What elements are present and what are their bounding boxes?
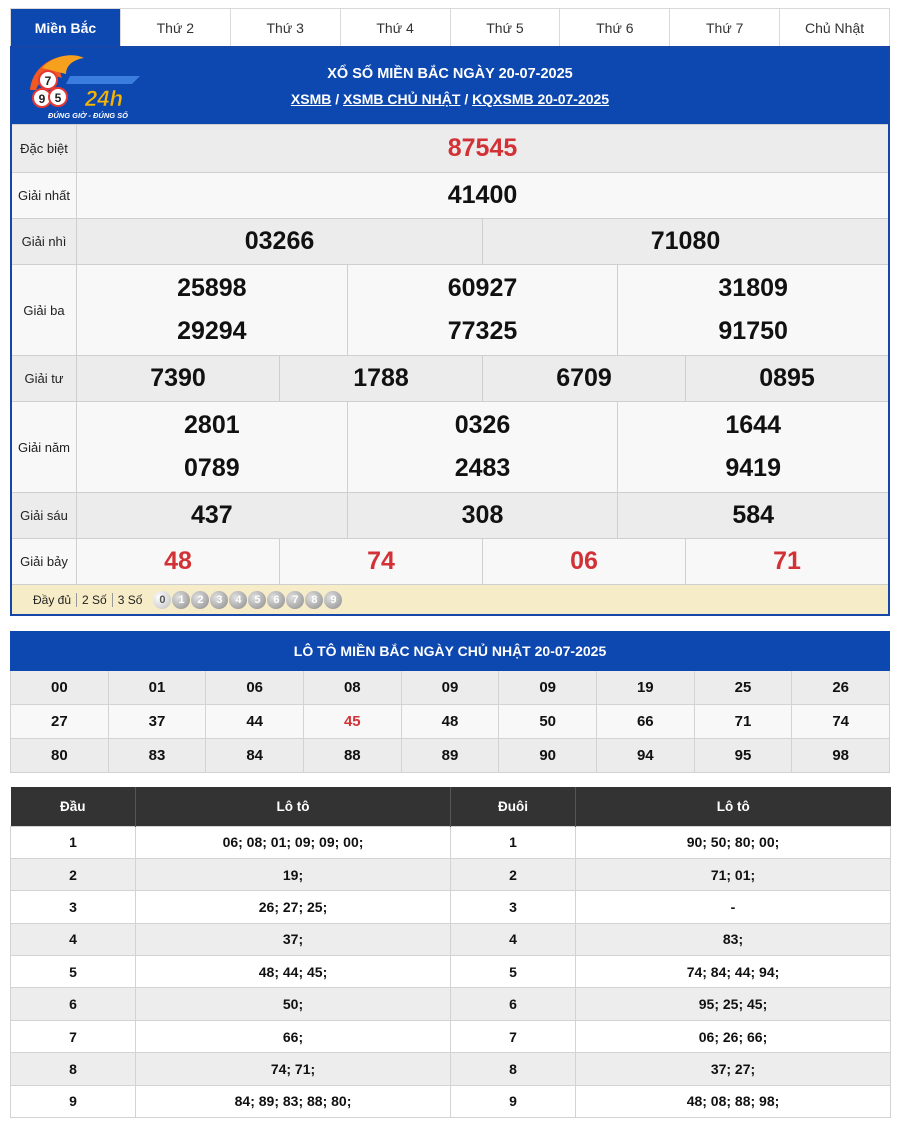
head-loto-list: 50; xyxy=(136,988,451,1020)
prize-label: Giải bảy xyxy=(12,539,77,584)
logo-digit-5: 5 xyxy=(54,91,62,105)
option-3-digits[interactable]: 3 Số xyxy=(117,592,143,607)
prize-number: 0895 xyxy=(759,364,815,392)
prize-row-fifth xyxy=(12,401,888,492)
prize-number: 584 xyxy=(732,501,775,529)
loto-cell: 08 xyxy=(304,671,402,705)
prize-number: 1788 xyxy=(280,356,483,401)
display-options-bar xyxy=(12,584,888,614)
digit-ball-1[interactable]: 1 xyxy=(172,591,190,609)
tab-thu-6[interactable]: Thứ 6 xyxy=(560,9,670,46)
prize-number: 74 xyxy=(280,539,483,584)
result-title: XỔ SỐ MIỀN BẮC NGÀY 20-07-2025 xyxy=(327,66,573,82)
loto-cell: 95 xyxy=(695,739,793,773)
table-row xyxy=(11,1053,891,1085)
loto-cell: 94 xyxy=(597,739,695,773)
loto-cell: 48 xyxy=(402,705,500,739)
head-loto-list: 19; xyxy=(136,858,451,890)
result-table xyxy=(10,46,890,616)
prize-number-pair: 60927 77325 xyxy=(348,265,619,355)
breadcrumb-links xyxy=(12,91,888,107)
loto-cell: 44 xyxy=(206,705,304,739)
loto-cell: 89 xyxy=(402,739,500,773)
loto-cell: 00 xyxy=(11,671,109,705)
tail-digit: 1 xyxy=(451,826,576,858)
header-duoi: Đuôi xyxy=(451,787,576,826)
loto-section xyxy=(10,631,890,773)
head-digit: 2 xyxy=(11,858,136,890)
option-full[interactable]: Đầy đủ xyxy=(28,593,77,607)
head-loto-list: 37; xyxy=(136,923,451,955)
head-loto-list: 06; 08; 01; 09; 09; 00; xyxy=(136,826,451,858)
loto-title: LÔ TÔ MIỀN BẮC NGÀY CHỦ NHẬT 20-07-2025 xyxy=(10,631,890,671)
prize-label: Giải tư xyxy=(12,356,77,401)
tail-digit: 2 xyxy=(451,858,576,890)
tail-digit: 8 xyxy=(451,1053,576,1085)
digit-ball-0[interactable]: 0 xyxy=(153,591,171,609)
prize-row-fourth xyxy=(12,355,888,401)
prize-number: 48 xyxy=(77,539,280,584)
loto-cell: 71 xyxy=(695,705,793,739)
tail-loto-list: 95; 25; 45; xyxy=(576,988,891,1020)
prize-label: Đặc biệt xyxy=(12,125,77,172)
site-logo[interactable] xyxy=(22,50,152,122)
head-loto-list: 48; 44; 45; xyxy=(136,956,451,988)
tail-loto-list: 06; 26; 66; xyxy=(576,1020,891,1052)
option-2-digits[interactable]: 2 Số xyxy=(77,593,113,607)
digit-ball-2[interactable]: 2 xyxy=(191,591,209,609)
prize-row-third xyxy=(12,264,888,355)
special-prize-number: 87545 xyxy=(447,134,518,162)
header-dau: Đầu xyxy=(11,787,136,826)
prize-label: Giải ba xyxy=(12,265,77,355)
loto-cell: 06 xyxy=(206,671,304,705)
tab-thu-7[interactable]: Thứ 7 xyxy=(670,9,780,46)
head-digit: 1 xyxy=(11,826,136,858)
head-digit: 8 xyxy=(11,1053,136,1085)
header-loto: Lô tô xyxy=(576,787,891,826)
logo-24h: 24h xyxy=(85,86,123,111)
loto-cell: 09 xyxy=(499,671,597,705)
prize-number: 6709 xyxy=(483,356,686,401)
head-digit: 9 xyxy=(11,1085,136,1117)
digit-ball-5[interactable]: 5 xyxy=(248,591,266,609)
tail-digit: 7 xyxy=(451,1020,576,1052)
loto-cell: 45 xyxy=(304,705,402,739)
result-banner xyxy=(12,48,888,124)
tail-digit: 6 xyxy=(451,988,576,1020)
logo-tagline: ĐÚNG GIỜ - ĐÚNG SỐ xyxy=(47,111,129,120)
tail-loto-list: 90; 50; 80; 00; xyxy=(576,826,891,858)
head-loto-list: 84; 89; 83; 88; 80; xyxy=(136,1085,451,1117)
head-tail-table xyxy=(10,787,891,1118)
tail-digit: 4 xyxy=(451,923,576,955)
head-loto-list: 66; xyxy=(136,1020,451,1052)
loto-cell: 09 xyxy=(402,671,500,705)
prize-row-first xyxy=(12,172,888,218)
digit-ball-7[interactable]: 7 xyxy=(286,591,304,609)
tab-chu-nhat[interactable]: Chủ Nhật xyxy=(780,9,889,46)
loto-cell: 83 xyxy=(109,739,207,773)
prize-number-pair: 1644 9419 xyxy=(725,411,781,482)
prize-number-pair: 0326 2483 xyxy=(348,402,619,492)
table-row xyxy=(11,1020,891,1052)
prize-number: 71080 xyxy=(650,227,721,255)
prize-number-pair: 25898 29294 xyxy=(77,265,348,355)
tail-digit: 9 xyxy=(451,1085,576,1117)
digit-ball-4[interactable]: 4 xyxy=(229,591,247,609)
loto-cell: 01 xyxy=(109,671,207,705)
prize-number: 7390 xyxy=(77,356,280,401)
link-xsmb[interactable]: XSMB xyxy=(290,91,332,107)
loto-cell: 37 xyxy=(109,705,207,739)
link-kqxsmb-date[interactable]: KQXSMB 20-07-2025 xyxy=(472,91,610,107)
link-xsmb-chu-nhat[interactable]: XSMB CHỦ NHẬT xyxy=(343,91,461,107)
prize-label: Giải nhì xyxy=(12,219,77,264)
loto-cell: 80 xyxy=(11,739,109,773)
table-row xyxy=(11,858,891,890)
loto-cell: 66 xyxy=(597,705,695,739)
link-separator: / xyxy=(331,91,344,107)
table-row xyxy=(11,956,891,988)
tail-loto-list: 48; 08; 88; 98; xyxy=(576,1085,891,1117)
link-separator: / xyxy=(460,91,473,107)
head-digit: 7 xyxy=(11,1020,136,1052)
digit-ball-9[interactable]: 9 xyxy=(324,591,342,609)
prize-number: 41400 xyxy=(447,181,518,209)
prize-row-second xyxy=(12,218,888,264)
table-header-row xyxy=(11,787,891,826)
head-digit: 4 xyxy=(11,923,136,955)
loto-cell: 50 xyxy=(499,705,597,739)
prize-label: Giải sáu xyxy=(12,493,77,538)
tail-digit: 3 xyxy=(451,891,576,923)
prize-number: 71 xyxy=(773,547,801,575)
loto-cell: 25 xyxy=(695,671,793,705)
digit-ball-6[interactable]: 6 xyxy=(267,591,285,609)
loto-cell: 98 xyxy=(792,739,890,773)
loto-grid xyxy=(10,671,890,773)
prize-label: Giải nhất xyxy=(12,173,77,218)
loto-cell: 26 xyxy=(792,671,890,705)
prize-row-seventh xyxy=(12,538,888,584)
prize-number: 03266 xyxy=(77,219,483,264)
head-digit: 5 xyxy=(11,956,136,988)
prize-label: Giải năm xyxy=(12,402,77,492)
tail-digit: 5 xyxy=(451,956,576,988)
tail-loto-list: 83; xyxy=(576,923,891,955)
prize-number: 437 xyxy=(77,493,348,538)
prize-row-special xyxy=(12,124,888,172)
prize-number: 06 xyxy=(483,539,686,584)
tab-mien-bac[interactable]: Miền Bắc xyxy=(11,9,121,46)
prize-number-pair: 2801 0789 xyxy=(77,402,348,492)
tab-thu-2[interactable]: Thứ 2 xyxy=(121,9,231,46)
day-tabs xyxy=(10,8,890,46)
table-row xyxy=(11,826,891,858)
tab-thu-3[interactable]: Thứ 3 xyxy=(231,9,341,46)
prize-number: 308 xyxy=(348,493,619,538)
digit-filter xyxy=(153,591,342,609)
tail-loto-list: 37; 27; xyxy=(576,1053,891,1085)
loto-cell: 27 xyxy=(11,705,109,739)
tail-loto-list: 74; 84; 44; 94; xyxy=(576,956,891,988)
head-loto-list: 74; 71; xyxy=(136,1053,451,1085)
tab-thu-5[interactable]: Thứ 5 xyxy=(451,9,561,46)
loto-cell: 74 xyxy=(792,705,890,739)
head-digit: 3 xyxy=(11,891,136,923)
loto-cell: 84 xyxy=(206,739,304,773)
tail-loto-list: - xyxy=(576,891,891,923)
logo-digit-7: 7 xyxy=(44,74,52,88)
loto-cell: 88 xyxy=(304,739,402,773)
digit-ball-8[interactable]: 8 xyxy=(305,591,323,609)
loto-cell: 19 xyxy=(597,671,695,705)
logo-digit-9: 9 xyxy=(38,92,46,106)
tail-loto-list: 71; 01; xyxy=(576,858,891,890)
head-digit: 6 xyxy=(11,988,136,1020)
loto-cell: 90 xyxy=(499,739,597,773)
tab-thu-4[interactable]: Thứ 4 xyxy=(341,9,451,46)
head-loto-list: 26; 27; 25; xyxy=(136,891,451,923)
table-row xyxy=(11,1085,891,1117)
header-loto: Lô tô xyxy=(136,787,451,826)
table-row xyxy=(11,891,891,923)
prize-row-sixth xyxy=(12,492,888,538)
table-row xyxy=(11,923,891,955)
prize-number-pair: 31809 91750 xyxy=(718,274,788,345)
table-row xyxy=(11,988,891,1020)
digit-ball-3[interactable]: 3 xyxy=(210,591,228,609)
